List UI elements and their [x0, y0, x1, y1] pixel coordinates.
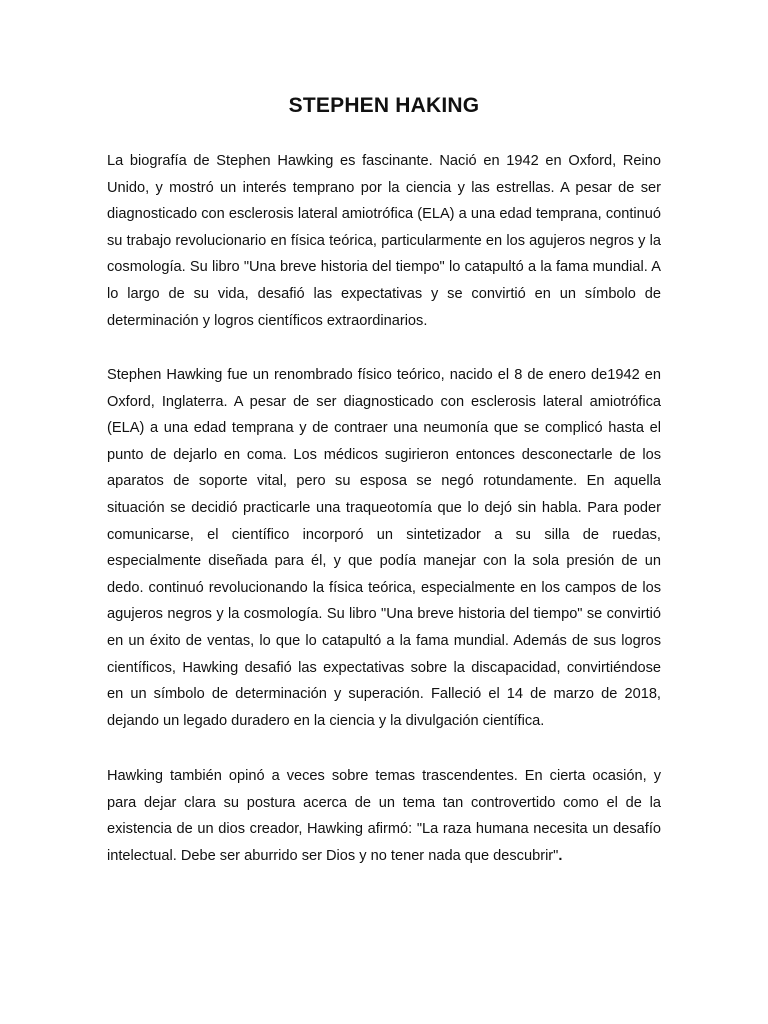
- paragraph-quote: [107, 763, 661, 869]
- paragraph-quote-text: Hawking también opinó a veces sobre temas trascendentes. En cierta ocasión, y para dejar clara su postura acerca de un tema tan controvertido como el de la existencia de un dios creador, Hawking afirmó: "La raza humana necesita un desafío intelectual. Debe ser aburrido ser Dios y no tener nada que descubrir": [107, 768, 661, 864]
- paragraph-biography: La biografía de Stephen Hawking es fascinante. Nació en 1942 en Oxford, Reino Unido, y mostró un interés temprano por la ciencia y las estrellas. A pesar de ser diagnosticado con esclerosis lateral amiotrófica (ELA) a una edad temprana, continuó su trabajo revolucionario en física teórica, particularmente en los agujeros negros y la cosmología. Su libro "Una breve historia del tiempo" lo catapultó a la fama mundial. A lo largo de su vida, desafió las expectativas y se convirtió en un símbolo de determinación y logros científicos extraordinarios.: [107, 153, 661, 329]
- paragraph-final-period: .: [558, 847, 563, 864]
- paragraph-life: Stephen Hawking fue un renombrado físico teórico, nacido el 8 de enero de1942 en Oxford, Inglaterra. A pesar de ser diagnosticado con esclerosis lateral amiotrófica (ELA) a una edad temprana y de contraer una neumonía que se complicó hasta el punto de dejarlo en coma. Los médicos sugirieron entonces desconectarle de los aparatos de soporte vital, pero su esposa se negó rotundamente. En aquella situación se decidió practicarle una traqueotomía que lo dejó sin habla. Para poder comunicarse, el científico incorporó un sintetizador a su silla de ruedas, especialmente diseñada para él, y que podía manejar con la sola presión de un dedo. continuó revolucionando la física teórica, especialmente en los campos de los agujeros negros y la cosmología. Su libro "Una breve historia del tiempo" se convirtió en un éxito de ventas, lo que lo catapultó a la fama mundial. Además de sus logros científicos, Hawking desafió las expectativas sobre la discapacidad, convirtiéndose en un símbolo de determinación y superación. Falleció el 14 de marzo de 2018, dejando un legado duradero en la ciencia y la divulgación científica.: [107, 367, 661, 729]
- document-title: STEPHEN HAKING: [288, 94, 480, 117]
